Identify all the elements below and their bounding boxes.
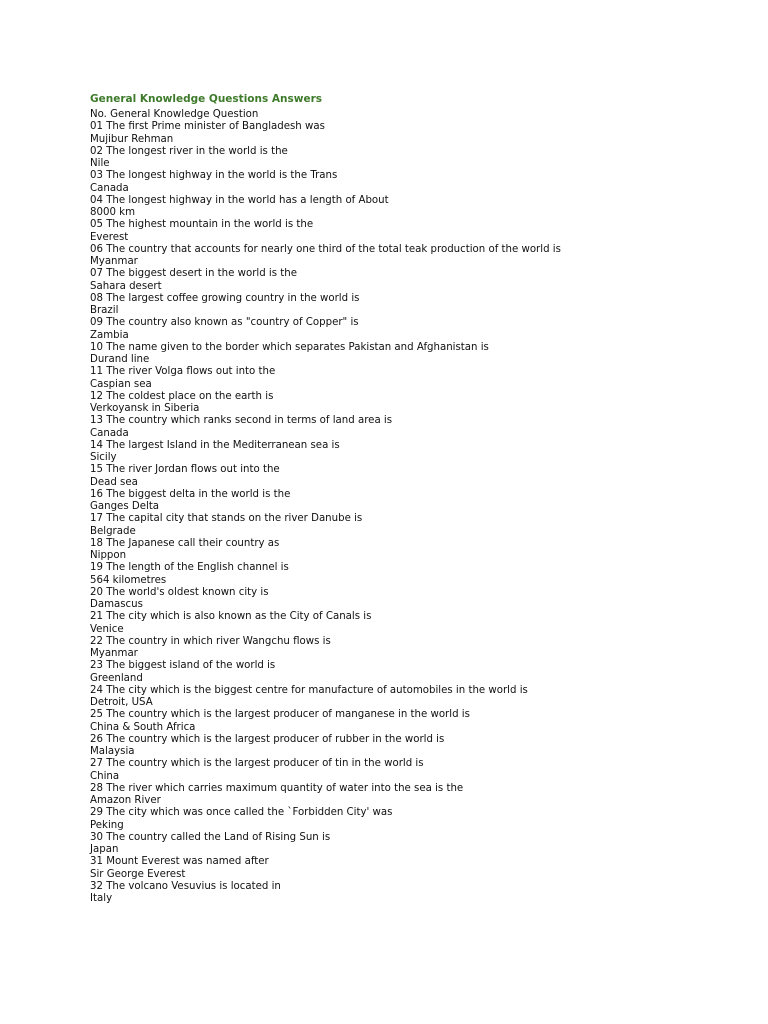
answer-line: China & South Africa [90,721,196,733]
question-line: 27 The country which is the largest producer of tin in the world is [90,758,424,770]
question-line: 02 The longest river in the world is the [90,145,288,157]
question-line: 13 The country which ranks second in terms of land area is [90,415,393,427]
question-line: 26 The country which is the largest producer of rubber in the world is [90,733,445,745]
question-line: 23 The biggest island of the world is [90,660,276,672]
question-line: 20 The world's oldest known city is [90,586,269,598]
answer-line: Verkoyansk in Siberia [90,403,200,414]
answer-line: Dead sea [90,476,138,488]
answer-line: Caspian sea [90,378,152,390]
answer-line: Amazon River [90,795,161,806]
question-line: 18 The Japanese call their country as [90,537,280,549]
question-line: 06 The country that accounts for nearly one third of the total teak production of the world is [90,243,561,255]
answer-line: Myanmar [90,648,138,659]
answer-line: 8000 km [90,207,135,218]
question-line: 11 The river Volga flows out into the [90,366,276,378]
question-line: 28 The river which carries maximum quantity of water into the sea is the [90,782,464,794]
question-line: 08 The largest coffee growing country in the world is [90,292,360,304]
answer-line: Canada [90,427,129,439]
question-line: 17 The capital city that stands on the river Danube is [90,513,363,525]
question-line: 09 The country also known as "country of Copper" is [90,317,359,329]
answer-line: Everest [90,231,129,243]
question-line: 25 The country which is the largest producer of manganese in the world is [90,709,470,721]
answer-line: Nippon [90,550,127,561]
answer-line: Sicily [90,452,117,463]
question-line: 30 The country called the Land of Rising Sun is [90,831,331,843]
question-line: 32 The volcano Vesuvius is located in [90,880,281,892]
answer-line: Canada [90,182,129,194]
answer-line: China [90,770,120,782]
answer-line: Sahara desert [90,280,162,292]
question-line: 29 The city which was once called the `Forbidden City' was [90,807,393,819]
answer-line: Zambia [90,329,129,341]
answer-line: Malaysia [90,746,135,757]
question-line: 12 The coldest place on the earth is [90,390,274,402]
question-line: 07 The biggest desert in the world is the [90,268,298,280]
question-line: 21 The city which is also known as the City of Canals is [90,611,372,623]
question-line: 01 The first Prime minister of Bangladesh was [90,121,325,133]
answer-line: Ganges Delta [90,501,160,512]
answer-line: Italy [90,893,113,904]
question-line: 14 The largest Island in the Mediterranean sea is [90,439,340,451]
answer-line: Belgrade [90,525,136,537]
answer-line: Nile [90,158,110,169]
document-title: General Knowledge Questions Answers [90,93,322,105]
qa-list [90,121,750,905]
answer-line: Mujibur Rehman [90,133,174,145]
question-line: 16 The biggest delta in the world is the [90,488,291,500]
question-line: 31 Mount Everest was named after [90,856,269,868]
question-line: 19 The length of the English channel is [90,562,289,574]
question-line: 22 The country in which river Wangchu flows is [90,635,331,647]
answer-line: Sir George Everest [90,868,186,880]
question-line: 15 The river Jordan flows out into the [90,464,280,476]
answer-line: Japan [90,844,119,855]
answer-line: Detroit, USA [90,697,153,708]
answer-line: Durand line [90,354,150,365]
answer-line: Myanmar [90,256,138,267]
answer-line: 564 kilometres [90,574,167,586]
answer-line: Peking [90,819,124,831]
question-line: 05 The highest mountain in the world is the [90,219,314,231]
question-line: 24 The city which is the biggest centre for manufacture of automobiles in the world is [90,684,528,696]
question-line: 10 The name given to the border which separates Pakistan and Afghanistan is [90,341,489,353]
answer-line: Damascus [90,599,143,610]
answer-line: Brazil [90,305,119,316]
answer-line: Venice [90,623,124,635]
column-header-line: No. General Knowledge Question [90,109,259,120]
answer-line: Greenland [90,672,143,684]
question-line: 03 The longest highway in the world is the Trans [90,170,338,182]
question-line: 04 The longest highway in the world has a length of About [90,194,389,206]
document-page [90,92,750,905]
